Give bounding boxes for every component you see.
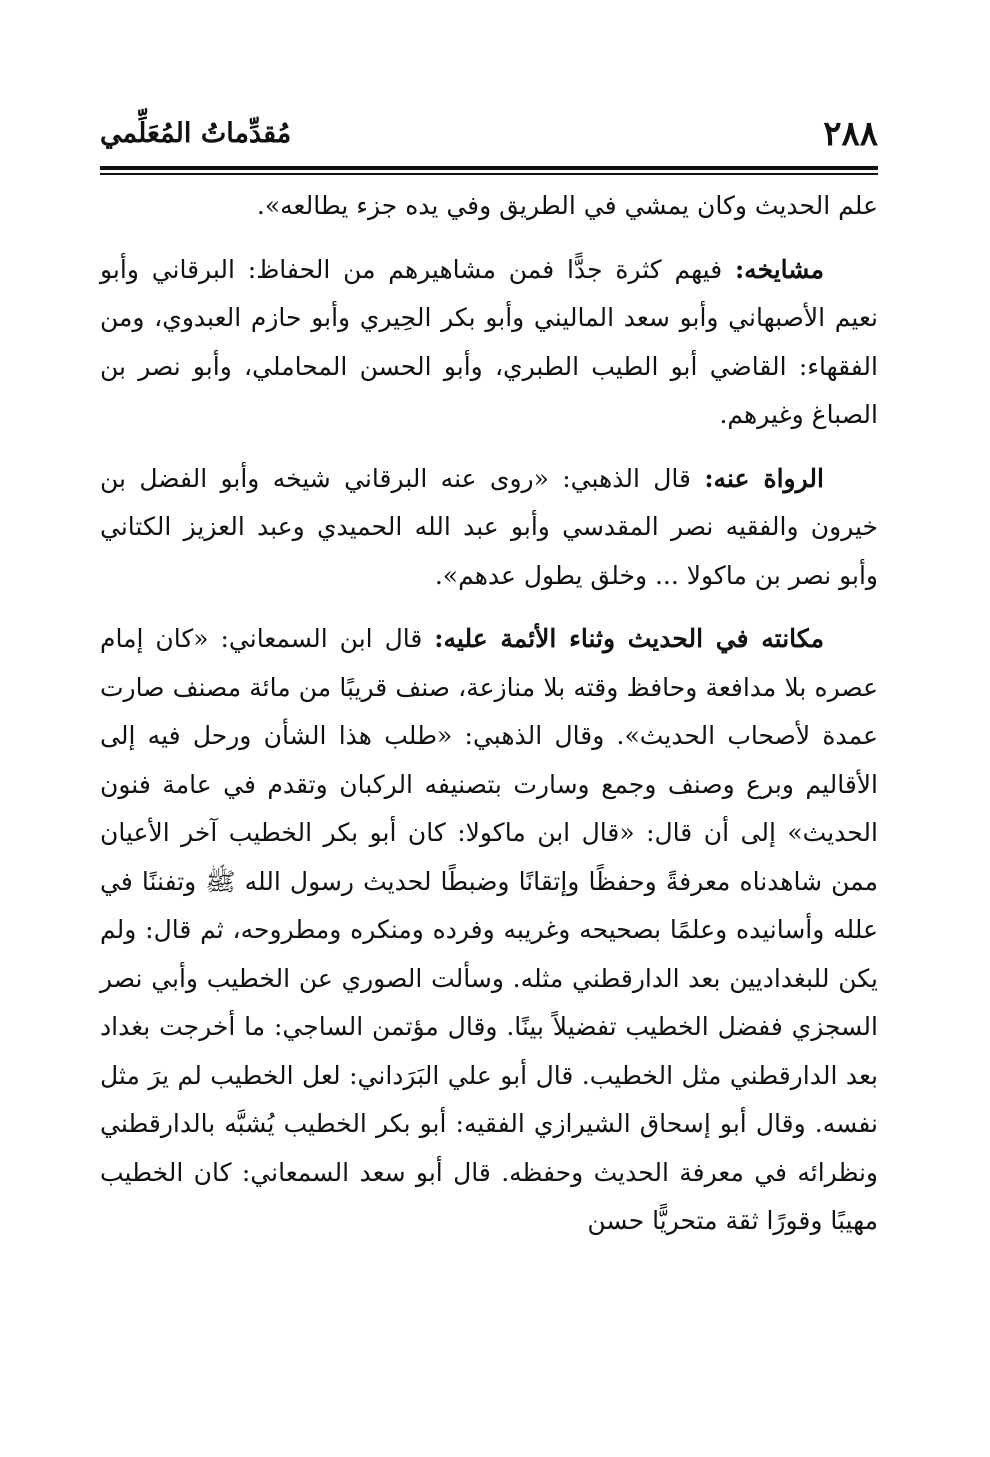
paragraph-teachers xyxy=(100,246,878,440)
running-title: مُقدِّماتُ المُعَلِّمي xyxy=(100,118,292,149)
paragraph-narrators xyxy=(100,455,878,601)
body-text xyxy=(100,182,878,1261)
section-heading-teachers: مشايخه: xyxy=(734,254,824,284)
header-rule-thin xyxy=(100,173,878,175)
page-header xyxy=(100,108,878,160)
paragraph-text: قال الذهبي: «روى عنه البرقاني شيخه وأبو الفضل بن خيرون والفقيه نصر المقدسي وأبو عبد الله الحميدي وعبد العزيز الكتاني وأبو نصر بن ماكولا ... وخلق يطول عدهم». xyxy=(100,463,878,590)
header-rule-thick xyxy=(100,166,878,170)
paragraph-status xyxy=(100,615,878,1246)
paragraph-text: قال ابن السمعاني: «كان إمام عصره بلا مدافعة وحافظ وقته بلا منازعة، صنف قريبًا من مائة مصنف صارت عمدة لأصحاب الحديث». وقال الذهبي: «طلب هذا الشأن ورحل فيه إلى الأقاليم وبرع وصنف وجمع وسارت بتصنيفه الركبان وتقدم في عامة فنون الحديث» إلى أن قال: «قال ابن ماكولا: كان أبو بكر الخطيب آخر الأعيان ممن شاهدناه معرفةً وحفظًا وإتقانًا وضبطًا لحديث رسول الله ﷺ وتفننًا في علله وأسانيده وعلمًا بصحيحه وغريبه وفرده ومنكره ومطروحه، ثم قال: ولم يكن للبغداديين بعد الدارقطني مثله. وسألت الصوري عن الخطيب وأبي نصر السجزي ففضل الخطيب تفضيلاً بينًا. وقال مؤتمن الساجي: ما أخرجت بغداد بعد الدارقطني مثل الخطيب. قال أبو علي البَرَداني: لعل الخطيب لم يرَ مثل نفسه. وقال أبو إسحاق الشيرازي الفقيه: أبو بكر الخطيب يُشبَّه بالدارقطني ونظرائه في معرفة الحديث وحفظه. قال أبو سعد السمعاني: كان الخطيب مهيبًا وقورًا ثقة متحريًّا حسن xyxy=(100,624,878,1235)
page-number: ٢٨٨ xyxy=(823,114,878,154)
paragraph-text: علم الحديث وكان يمشي في الطريق وفي يده جزء يطالعه». xyxy=(256,191,878,220)
section-heading-status: مكانته في الحديث وثناء الأئمة عليه: xyxy=(434,624,824,653)
paragraph-text: فيهم كثرة جدًّا فمن مشاهيرهم من الحفاظ: البرقاني وأبو نعيم الأصبهاني وأبو سعد الماليني وأبو بكر الحِيري وأبو حازم العبدوي، ومن الفقهاء: القاضي أبو الطيب الطبري، وأبو الحسن المحاملي، وأبو نصر بن الصباغ وغيرهم. xyxy=(100,254,878,429)
paragraph-continuation xyxy=(100,182,878,231)
section-heading-narrators: الرواة عنه: xyxy=(704,463,824,493)
